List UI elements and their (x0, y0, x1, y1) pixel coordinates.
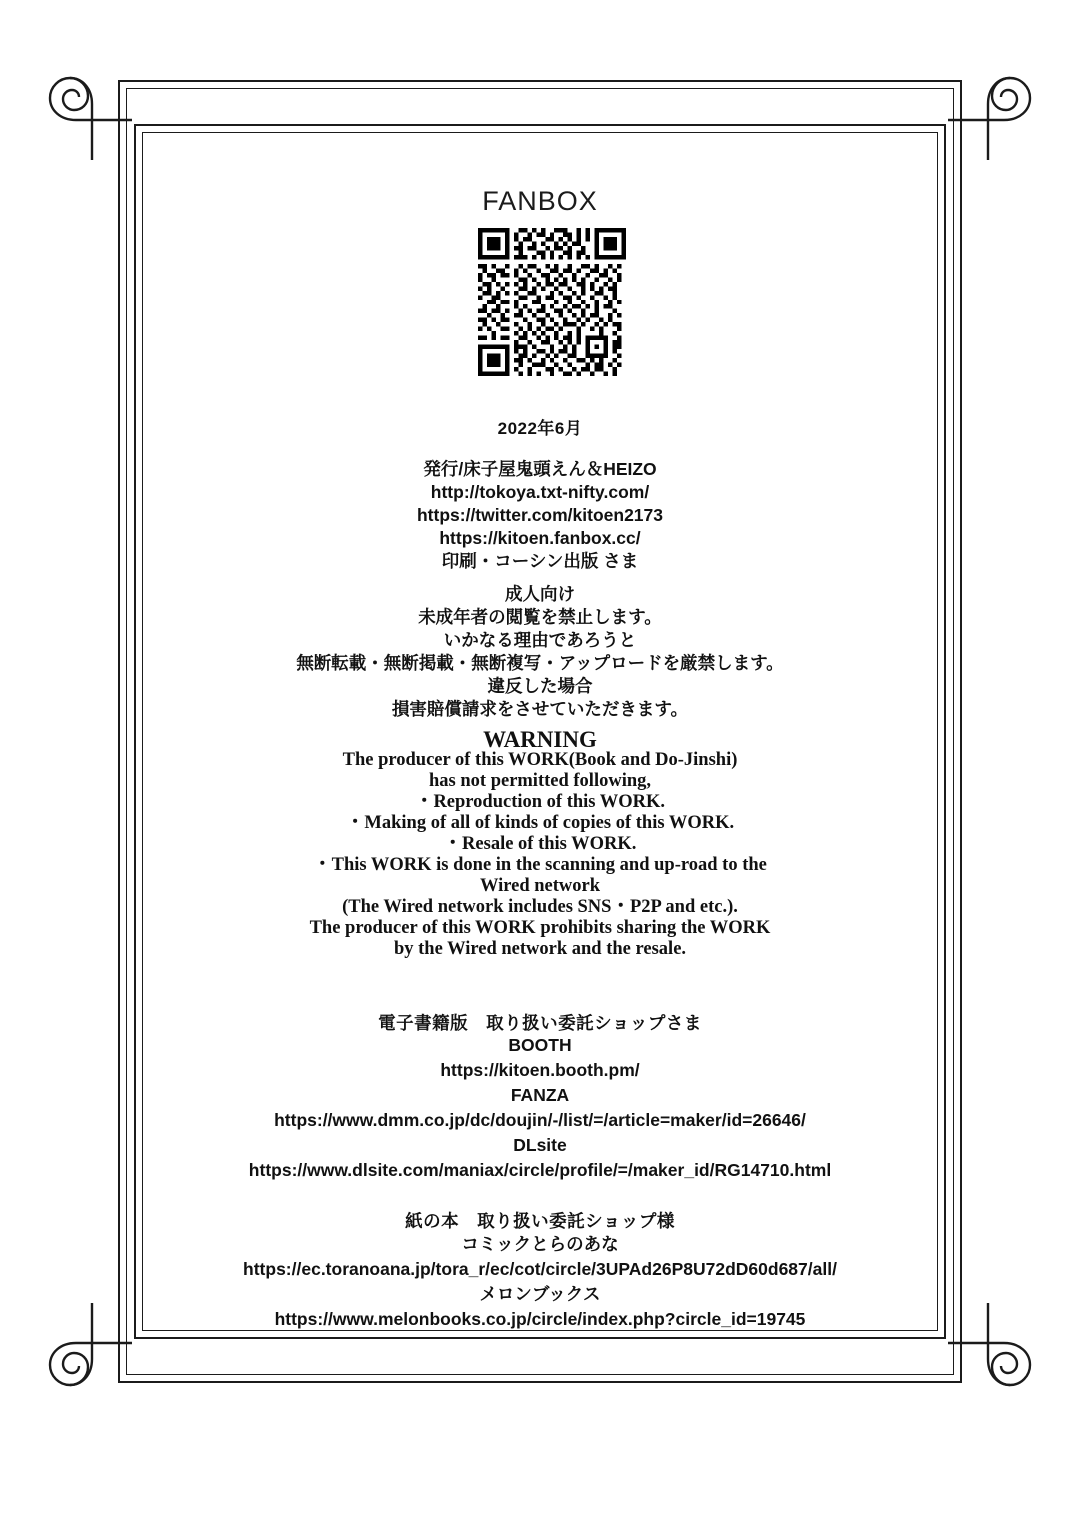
warning-line: ・Making of all of kinds of copies of this WORK. (345, 813, 735, 833)
corner-spiral-top-left-icon (46, 74, 132, 160)
qr-code-image (478, 228, 626, 376)
warning-line: ・Reproduction of this WORK. (414, 792, 666, 812)
shop-link-dlsite[interactable]: https://www.dlsite.com/maniax/circle/profile/=/maker_id/RG14710.html (248, 1160, 832, 1180)
digital-shops-list (0, 1033, 1080, 1183)
qr-code-svg (478, 228, 626, 376)
digital-shops-heading: 電子書籍版 取り扱い委託ショップさま (378, 1013, 702, 1033)
warning-line: Wired network (479, 876, 601, 896)
warning-line: ・Resale of this WORK. (443, 834, 637, 854)
shop-link-toranoana[interactable]: https://ec.toranoana.jp/tora_r/ec/cot/circle/3UPAd26P8U72dD60d687/all/ (243, 1259, 837, 1279)
notice-line: 成人向け (505, 584, 575, 604)
publisher-twitter-link[interactable]: https://twitter.com/kitoen2173 (416, 505, 664, 525)
age-restriction-notice (0, 583, 1080, 721)
warning-line: by the Wired network and the resale. (393, 939, 687, 959)
print-shops-list (0, 1232, 1080, 1332)
warning-heading: WARNING (483, 727, 597, 752)
warning-line: The producer of this WORK prohibits sharing the WORK (309, 918, 771, 938)
publication-date: 2022年6月 (497, 419, 583, 438)
shop-name-toranoana: コミックとらのあな (461, 1234, 619, 1254)
warning-line: ・This WORK is done in the scanning and up-road to the (313, 855, 767, 875)
warning-line: The producer of this WORK(Book and Do-Jinshi) (342, 750, 738, 770)
publisher-info (0, 458, 1080, 573)
warning-line: has not permitted following, (429, 771, 651, 791)
publisher-line: 発行/床子屋鬼頭えん＆HEIZO (423, 459, 657, 479)
warning-text (0, 750, 1080, 960)
shop-link-melonbooks[interactable]: https://www.melonbooks.co.jp/circle/index.php?circle_id=19745 (274, 1309, 806, 1329)
notice-line: 損害賠償請求をさせていただきます。 (391, 699, 689, 719)
warning-line: (The Wired network includes SNS・P2P and etc.). (342, 897, 738, 917)
shop-link-booth[interactable]: https://kitoen.booth.pm/ (440, 1060, 640, 1080)
print-shops-heading: 紙の本 取り扱い委託ショップ様 (405, 1211, 675, 1231)
notice-line: 無断転載・無断掲載・無断複写・アップロードを厳禁します。 (296, 653, 784, 673)
notice-line: いかなる理由であろうと (443, 630, 637, 650)
corner-spiral-top-right-icon (948, 74, 1034, 160)
shop-name-dlsite: DLsite (513, 1135, 567, 1155)
publisher-website-link[interactable]: http://tokoya.txt-nifty.com/ (430, 482, 650, 502)
shop-name-fanza: FANZA (510, 1085, 570, 1105)
notice-line: 未成年者の閲覧を禁止します。 (418, 607, 662, 627)
notice-line: 違反した場合 (487, 676, 593, 696)
shop-link-fanza[interactable]: https://www.dmm.co.jp/dc/doujin/-/list/=/article=maker/id=26646/ (274, 1110, 806, 1130)
shop-name-melonbooks: メロンブックス (479, 1284, 601, 1304)
page-title: FANBOX (482, 186, 598, 216)
publisher-fanbox-link[interactable]: https://kitoen.fanbox.cc/ (439, 528, 641, 548)
printer-line: 印刷・コーシン出版 さま (441, 551, 639, 571)
shop-name-booth: BOOTH (508, 1035, 572, 1055)
